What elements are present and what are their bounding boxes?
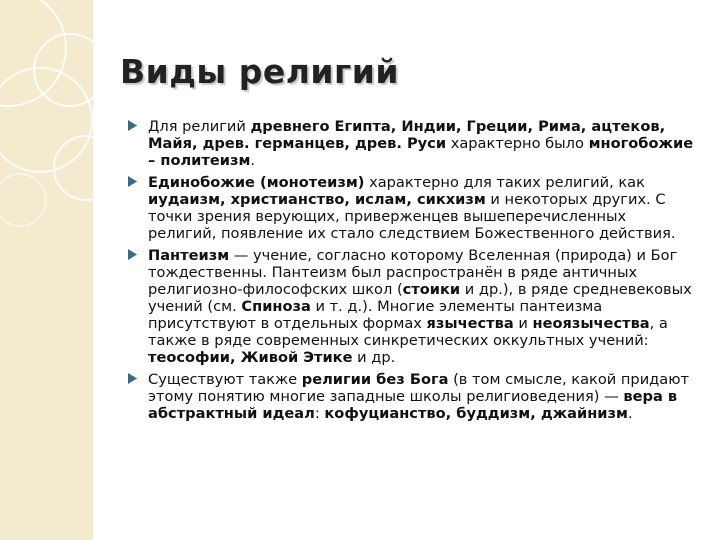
bold-text: многобожие – политеизм — [148, 135, 694, 169]
text: : — [314, 405, 325, 422]
bullet-item — [126, 371, 698, 422]
text: характерно было — [446, 135, 589, 152]
bullet-list — [126, 118, 698, 427]
text: и т. д.). Многие элементы пантеизма присутствуют в отдельных формах — [148, 298, 603, 332]
text: и др. — [352, 349, 396, 366]
bold-text: вера в абстрактный идеал — [148, 388, 678, 422]
text: (в том смысле, какой придают этому понятию многие западные школы религиоведения) — — [148, 371, 690, 405]
bold-text: Единобожие (монотеизм) — [148, 174, 365, 191]
bullet-icon — [127, 120, 138, 131]
text: и некоторых других. С точки зрения верующих, приверженцев вышеперечисленных религий, появление их стало следствием Божественного действия. — [148, 191, 676, 242]
bold-text: язычества — [426, 315, 514, 332]
text: характерно для таких религий, как — [364, 174, 645, 191]
decorative-sidebar — [0, 0, 93, 540]
bullet-item — [126, 247, 698, 366]
bold-text: стоики — [402, 281, 461, 298]
text: . — [627, 405, 633, 422]
bold-text: иудаизм, христианство, ислам, сикхизм — [148, 191, 486, 208]
text: Для религий — [148, 118, 251, 135]
bullet-icon — [127, 249, 138, 260]
text: — учение, согласно которому Вселенная (природа) и Бог тождественны. Пантеизм был распространён в ряде античных религиозно-философских школ ( — [148, 247, 678, 298]
bold-text: теософии, Живой Этике — [148, 349, 353, 366]
bold-text: неоязычества — [532, 315, 650, 332]
bold-text: кофуцианство, буддизм, джайнизм — [324, 405, 628, 422]
text: Существуют также — [148, 371, 302, 388]
bold-text: древнего Египта, Индии, Греции, Рима, ацтеков, Майя, древ. германцев, древ. Руси — [148, 118, 666, 152]
slide-title: Виды религий — [120, 52, 400, 91]
bullet-item — [126, 118, 698, 169]
bullet-item — [126, 174, 698, 242]
bold-text: религии без Бога — [301, 371, 449, 388]
text: . — [250, 152, 256, 169]
bullet-icon — [127, 373, 138, 384]
text: и — [513, 315, 533, 332]
bold-text: Пантеизм — [148, 247, 230, 264]
text: , а также в ряде современных синкретических оккультных учений: — [148, 315, 668, 349]
bold-text: Спиноза — [241, 298, 311, 315]
bullet-icon — [127, 176, 138, 187]
decorative-circles-graphic — [0, 0, 93, 540]
text: и др.), в ряде средневековых учений (см. — [148, 281, 692, 315]
